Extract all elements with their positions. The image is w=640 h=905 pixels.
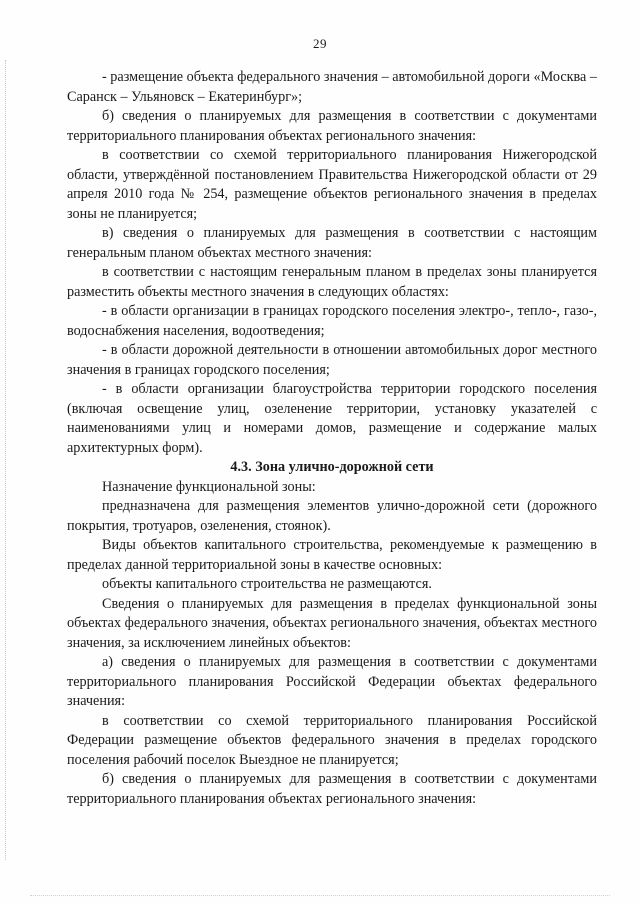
paragraph-regional-scheme: в соответствии со схемой территориального планирования Нижегородской области, утверждённой постановлением Правительства Нижегородской области от 29 апреля 2010 года № 254, размещение объектов регионального значения в пределах зоны не планируется; <box>67 147 597 222</box>
paragraph-zone-purpose-label: Назначение функциональной зоны: <box>102 478 316 495</box>
paragraph-federal-scheme: в соответствии со схемой территориального планирования Российской Федерации размещение объектов федерального значения в пределах городского поселения рабочий поселок Выездное не планируется; <box>67 712 597 768</box>
scan-edge-left <box>5 60 7 860</box>
list-item-utilities: - в области организации в границах городского поселения электро-, тепло-, газо-, водоснабжения населения, водоотведения; <box>67 303 597 339</box>
paragraph-regional-objects-heading: б) сведения о планируемых для размещения в соответствии с документами территориального планирования объектах регионального значения: <box>67 108 597 144</box>
list-item-landscaping: - в области организации благоустройства территории городского поселения (включая освещение улиц, озеленение территории, установку указателей с наименованиями улиц и номерами домов, размещение и содержание малых архитектурных форм). <box>67 381 597 456</box>
paragraph-federal-objects-heading: а) сведения о планируемых для размещения в соответствии с документами территориального планирования Российской Федерации объектах федерального значения: <box>67 654 597 709</box>
paragraph-no-construction: объекты капитального строительства не размещаются. <box>102 576 432 592</box>
paragraph-zone-purpose: предназначена для размещения элементов улично-дорожной сети (дорожного покрытия, тротуаров, озеленения, стоянок). <box>67 498 597 534</box>
page-number: 29 <box>313 36 327 51</box>
scan-edge-bottom <box>30 895 610 897</box>
section-heading: 4.3. Зона улично-дорожной сети <box>230 459 434 475</box>
paragraph-planned-objects: Сведения о планируемых для размещения в пределах функциональной зоны объектах федерального значения, объектах регионального значения, объектах местного значения, за исключением линейных объектов: <box>67 595 597 651</box>
document-body <box>67 68 597 809</box>
paragraph-regional-objects-heading-2: б) сведения о планируемых для размещения в соответствии с документами территориального планирования объектах регионального значения: <box>67 771 597 807</box>
paragraph-local-plan: в соответствии с настоящим генеральным планом в пределах зоны планируется разместить объекты местного значения в следующих областях: <box>67 264 597 300</box>
paragraph-federal-road: - размещение объекта федерального значения – автомобильной дороги «Москва – Саранск – Ульяновск – Екатеринбург»; <box>67 69 597 105</box>
list-item-roads: - в области дорожной деятельности в отношении автомобильных дорог местного значения в границах городского поселения; <box>67 342 597 378</box>
paragraph-local-objects-heading: в) сведения о планируемых для размещения в соответствии с настоящим генеральным планом объектах местного значения: <box>67 225 597 261</box>
paragraph-object-types: Виды объектов капитального строительства, рекомендуемые к размещению в пределах данной территориальной зоны в качестве основных: <box>67 537 597 573</box>
